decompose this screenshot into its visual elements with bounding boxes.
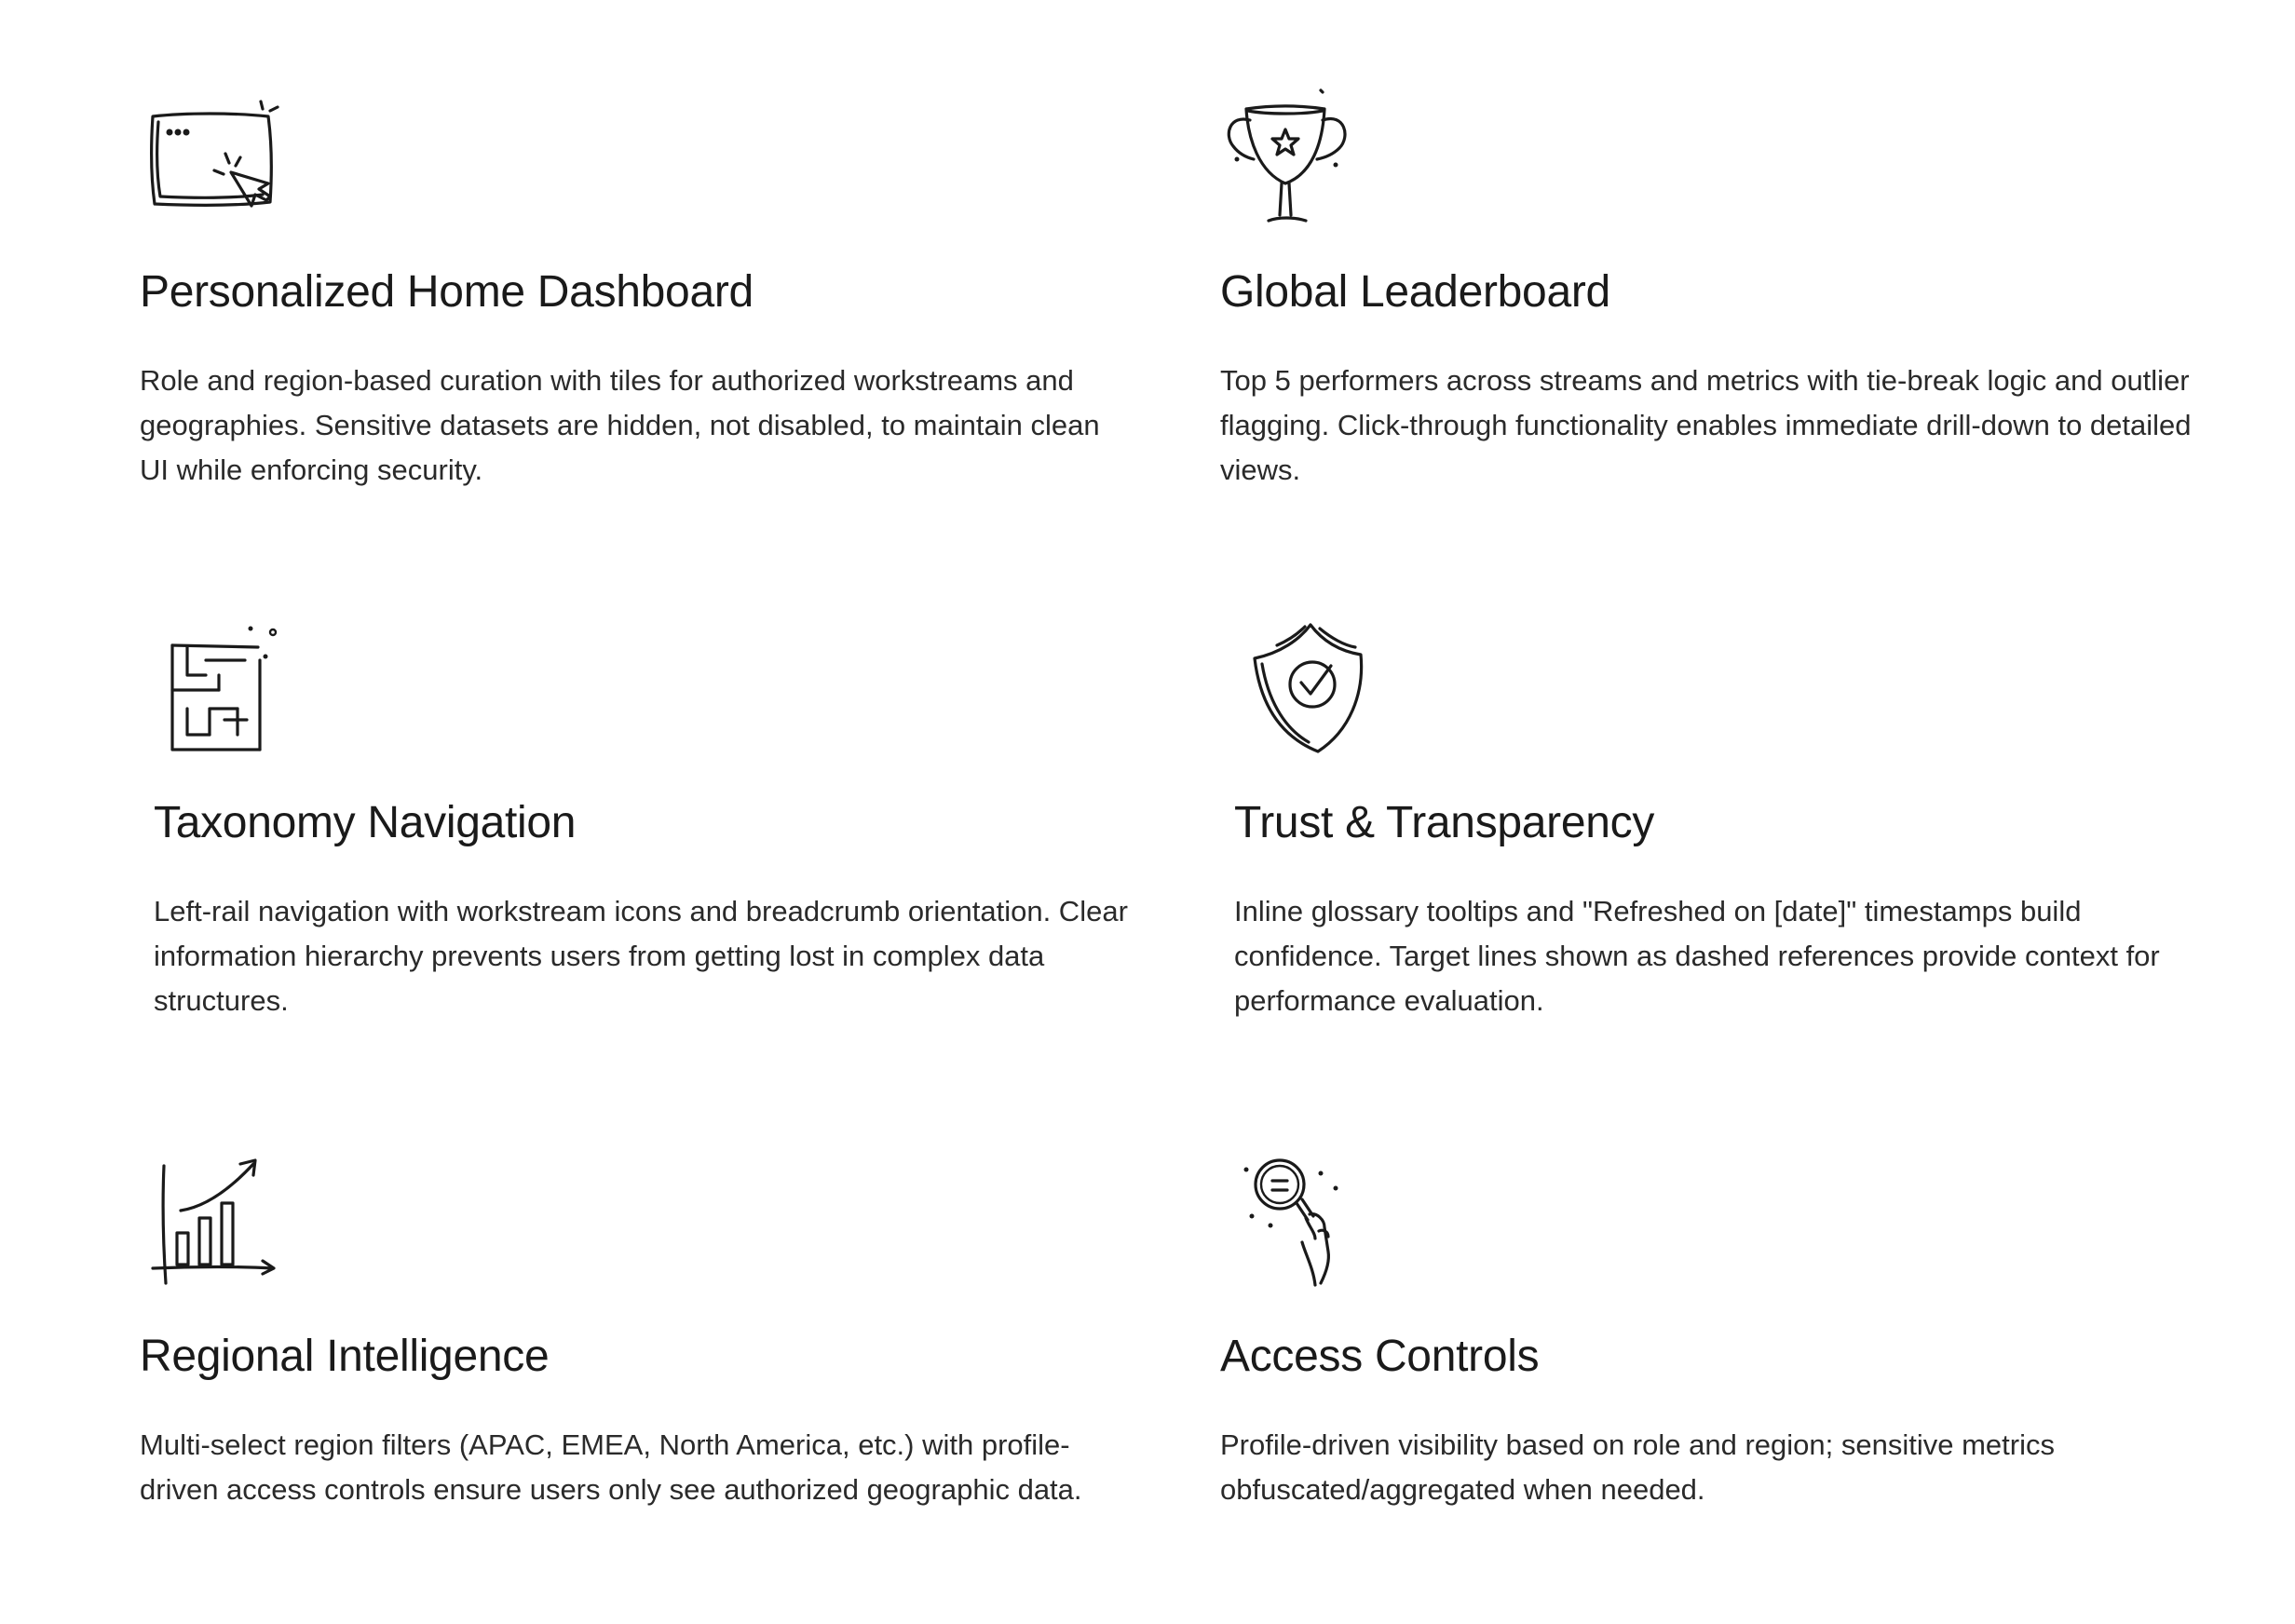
feature-description: Top 5 performers across streams and metrics with tie-break logic and outlier flagging. Click-through functionality enables immediate drill-down to detailed views. bbox=[1220, 364, 2192, 486]
feature-description: Multi-select region filters (APAC, EMEA, North America, etc.) with profile-driven access controls ensure users only see authorized geographic data. bbox=[140, 1428, 1082, 1506]
feature-title: Global Leaderboard bbox=[1220, 267, 1610, 317]
magnifier-hand-icon bbox=[1220, 1153, 1369, 1302]
maze-icon bbox=[154, 619, 303, 768]
feature-title: Regional Intelligence bbox=[140, 1332, 550, 1381]
shield-check-icon bbox=[1234, 619, 1383, 768]
trophy-icon bbox=[1220, 88, 1369, 237]
feature-description: Role and region-based curation with tiles for authorized workstreams and geographies. Sensitive datasets are hidden, not disabled, to maintain clean UI while enforcing security. bbox=[140, 364, 1100, 486]
feature-title: Access Controls bbox=[1220, 1332, 1540, 1381]
feature-regional-intelligence bbox=[140, 1153, 1127, 1506]
feature-description: Left-rail navigation with workstream icons and breadcrumb orientation. Clear information hierarchy prevents users from getting lost in complex data structures. bbox=[154, 895, 1128, 1017]
feature-trust-transparency bbox=[1234, 619, 2221, 1017]
feature-taxonomy-navigation bbox=[154, 619, 1141, 1017]
feature-description: Inline glossary tooltips and "Refreshed on [date]" timestamps build confidence. Target lines shown as dashed references provide context for performance evaluation. bbox=[1234, 895, 2160, 1017]
feature-personalized-home-dashboard bbox=[140, 88, 1127, 486]
feature-title: Trust & Transparency bbox=[1234, 798, 1655, 847]
feature-title: Taxonomy Navigation bbox=[154, 798, 577, 847]
feature-description: Profile-driven visibility based on role and region; sensitive metrics obfuscated/aggregated when needed. bbox=[1220, 1428, 2055, 1506]
bar-chart-growth-icon bbox=[140, 1153, 289, 1302]
feature-access-controls bbox=[1220, 1153, 2207, 1506]
feature-title: Personalized Home Dashboard bbox=[140, 267, 754, 317]
browser-click-icon bbox=[140, 88, 289, 237]
feature-global-leaderboard bbox=[1220, 88, 2207, 486]
